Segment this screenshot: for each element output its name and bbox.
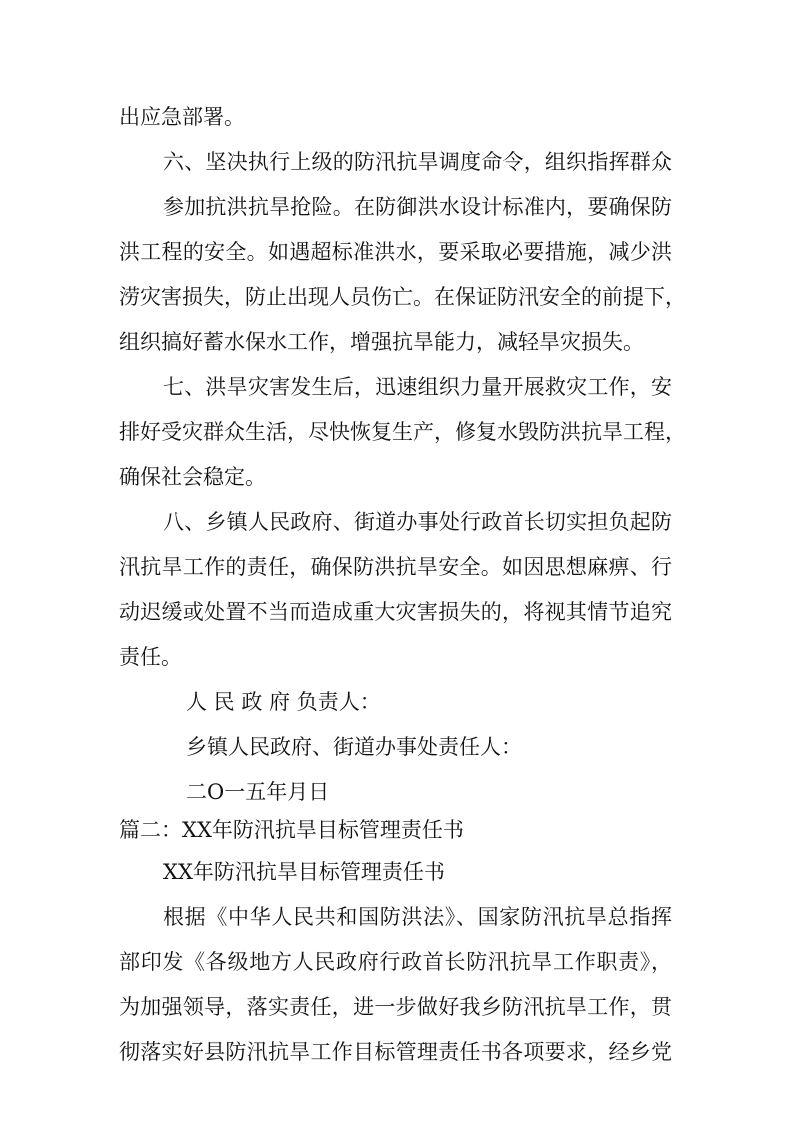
text-line: 涝灾害损失，防止出现人员伤亡。在保证防汛安全的前提下， bbox=[119, 285, 686, 309]
text-line: 部印发《各级地方人民政府行政首长防汛抗旱工作职责》， bbox=[119, 950, 672, 974]
section-heading: 篇二：XX年防汛抗旱目标管理责任书 bbox=[119, 818, 464, 842]
text-line: 汛抗旱工作的责任，确保防洪抗旱安全。如因思想麻痹、行 bbox=[119, 555, 672, 579]
signature-line: 乡镇人民政府、街道办事处责任人： bbox=[186, 735, 522, 759]
text-line: 责任。 bbox=[119, 645, 182, 669]
text-line: 组织搞好蓄水保水工作，增强抗旱能力，减轻旱灾损失。 bbox=[119, 330, 644, 354]
text-line: 出应急部署。 bbox=[119, 105, 245, 129]
text-line: 为加强领导，落实责任，进一步做好我乡防汛抗旱工作，贯 bbox=[119, 995, 672, 1019]
text-line: 六、坚决执行上级的防汛抗旱调度命令，组织指挥群众 bbox=[163, 150, 672, 174]
text-line: 确保社会稳定。 bbox=[119, 465, 266, 489]
text-line: 动迟缓或处置不当而造成重大灾害损失的，将视其情节追究 bbox=[119, 600, 672, 624]
document-title: XX年防汛抗旱目标管理责任书 bbox=[163, 860, 445, 884]
text-line: 洪工程的安全。如遇超标准洪水，要采取必要措施，减少洪 bbox=[119, 240, 672, 264]
date-line: 二O一五年月日 bbox=[186, 780, 330, 804]
text-line: 八、乡镇人民政府、街道办事处行政首长切实担负起防 bbox=[163, 510, 672, 534]
text-line: 根据《中华人民共和国防洪法》、国家防汛抗旱总指挥 bbox=[163, 905, 672, 929]
text-line: 参加抗洪抗旱抢险。在防御洪水设计标准内，要确保防 bbox=[163, 195, 672, 219]
signature-line: 人 民 政 府 负责人： bbox=[186, 690, 381, 714]
text-line: 排好受灾群众生活，尽快恢复生产，修复水毁防洪抗旱工程， bbox=[119, 420, 686, 444]
text-line: 七、洪旱灾害发生后，迅速组织力量开展救灾工作，安 bbox=[163, 375, 672, 399]
text-line: 彻落实好县防汛抗旱工作目标管理责任书各项要求，经乡党 bbox=[119, 1040, 672, 1064]
